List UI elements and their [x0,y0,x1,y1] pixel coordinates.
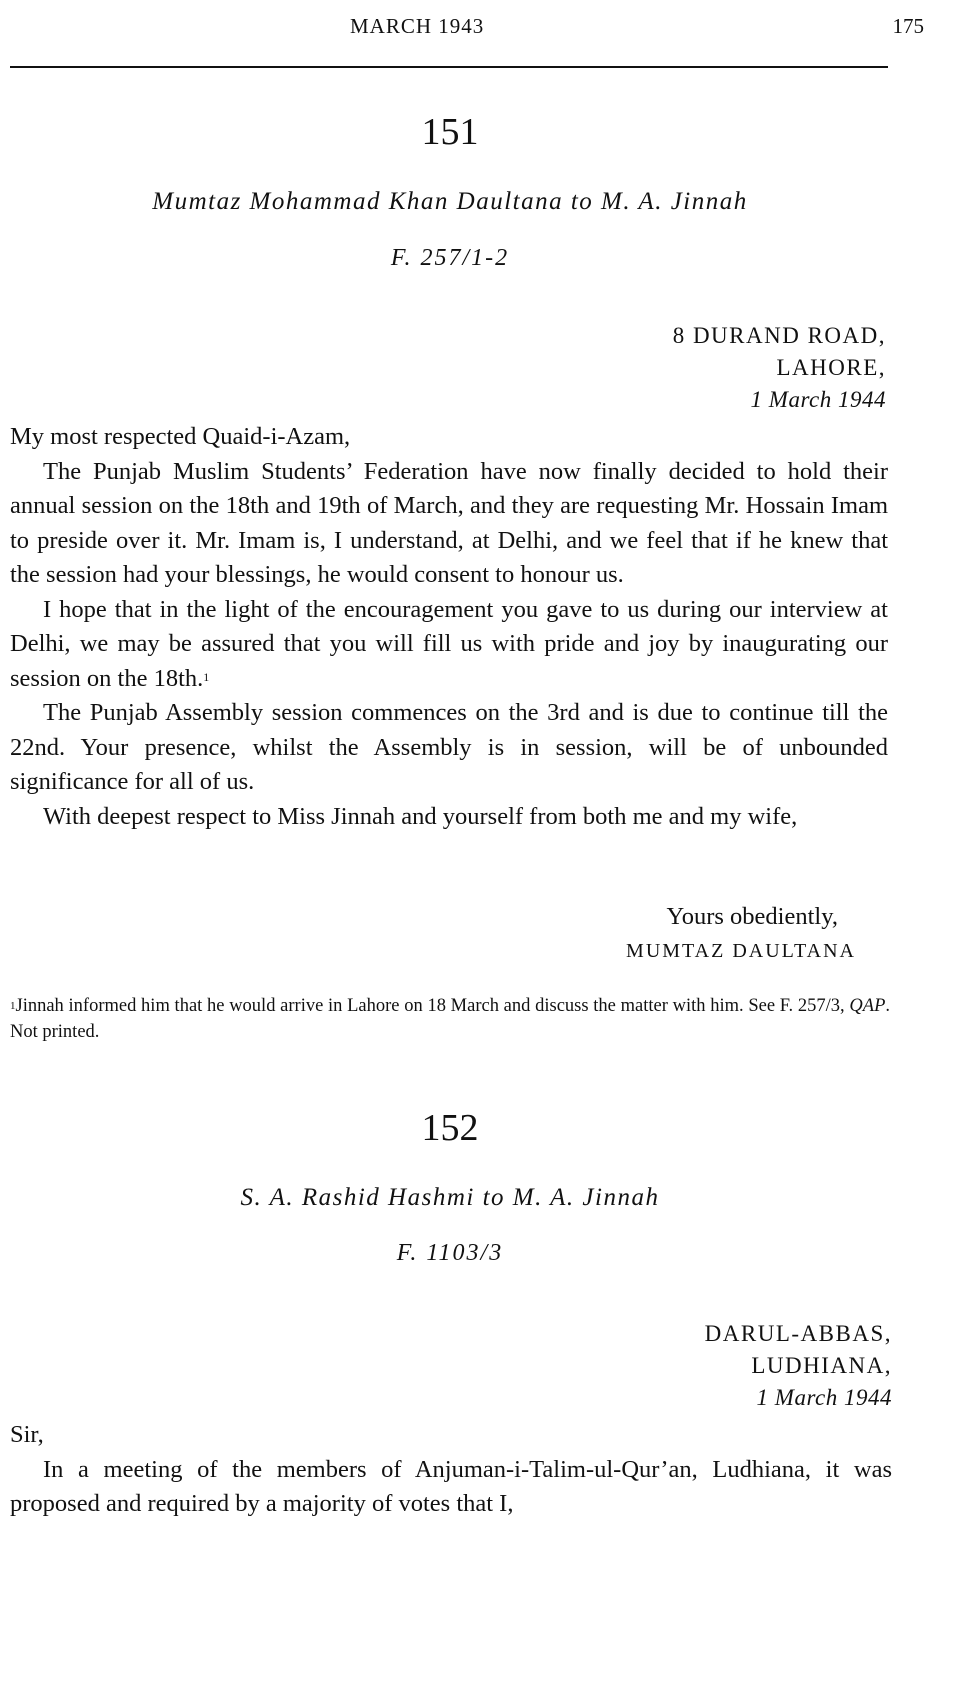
paragraph: The Punjab Assembly session commences on the 3rd and is due to continue till the 22nd. Your presence, whilst the Assembly is in session, will be of unbounded significance for all of us. [10,699,888,795]
letter-body [10,1418,892,1522]
salutation: Sir, [10,1421,44,1448]
page-number: 175 [892,14,924,38]
footnote-text: Jinnah informed him that he would arrive in Lahore on 18 March and discuss the matter with him. See F. 257/3, [15,996,850,1016]
document-subtitle: S. A. Rashid Hashmi to M. A. Jinnah [240,1184,660,1211]
header-rule [10,66,888,68]
address-line: 8 DURAND ROAD, [672,323,886,348]
footnote-text-end: . Not printed. [10,996,890,1042]
address-line: LUDHIANA, [751,1353,892,1378]
footnote-source: QAP [849,996,886,1016]
address-line: LAHORE, [776,355,886,380]
footnote [10,993,890,1045]
footnote-reference: 1 [203,669,210,684]
document-subtitle: Mumtaz Mohammad Khan Daultana to M. A. Jinnah [152,188,748,215]
complimentary-close: Yours obediently, [666,903,838,930]
document-number: 152 [421,1107,479,1149]
paragraph: With deepest respect to Miss Jinnah and yourself from both me and my wife, [43,802,798,830]
running-head [0,14,968,44]
address-line: DARUL-ABBAS, [704,1321,892,1346]
document-number: 151 [421,111,479,153]
paragraph: In a meeting of the members of Anjuman-i-Talim-ul-Qur’an, Ludhiana, it was proposed and required by a majority of votes that I, [10,1455,892,1517]
footnote-mark: 1 [10,1000,16,1012]
salutation: My most respected Quaid-i-Azam, [10,423,351,450]
letter-body [10,420,888,834]
paragraph-text: I hope that in the light of the encouragement you gave to us during our interview at Delhi, we may be assured that you will fill us with pride and joy by inaugurating our session on the 18th. [10,595,888,692]
sender-address [705,1318,892,1414]
sender-address [673,320,886,416]
running-head-title: MARCH 1943 [350,14,485,38]
paragraph: The Punjab Muslim Students’ Federation have now finally decided to hold their annual session on the 18th and 19th of March, and they are requesting Mr. Hossain Imam to preside over it. Mr. Imam is, I understand, at Delhi, and we feel that if he knew that the session had your blessings, he would consent to honour us. [10,457,888,588]
letter-date: 1 March 1944 [756,1385,892,1410]
file-reference: F. 1103/3 [396,1240,504,1266]
paragraph [10,593,888,697]
signature: MUMTAZ DAULTANA [626,940,856,962]
letter-date: 1 March 1944 [750,387,886,412]
file-reference: F. 257/1-2 [390,245,510,271]
